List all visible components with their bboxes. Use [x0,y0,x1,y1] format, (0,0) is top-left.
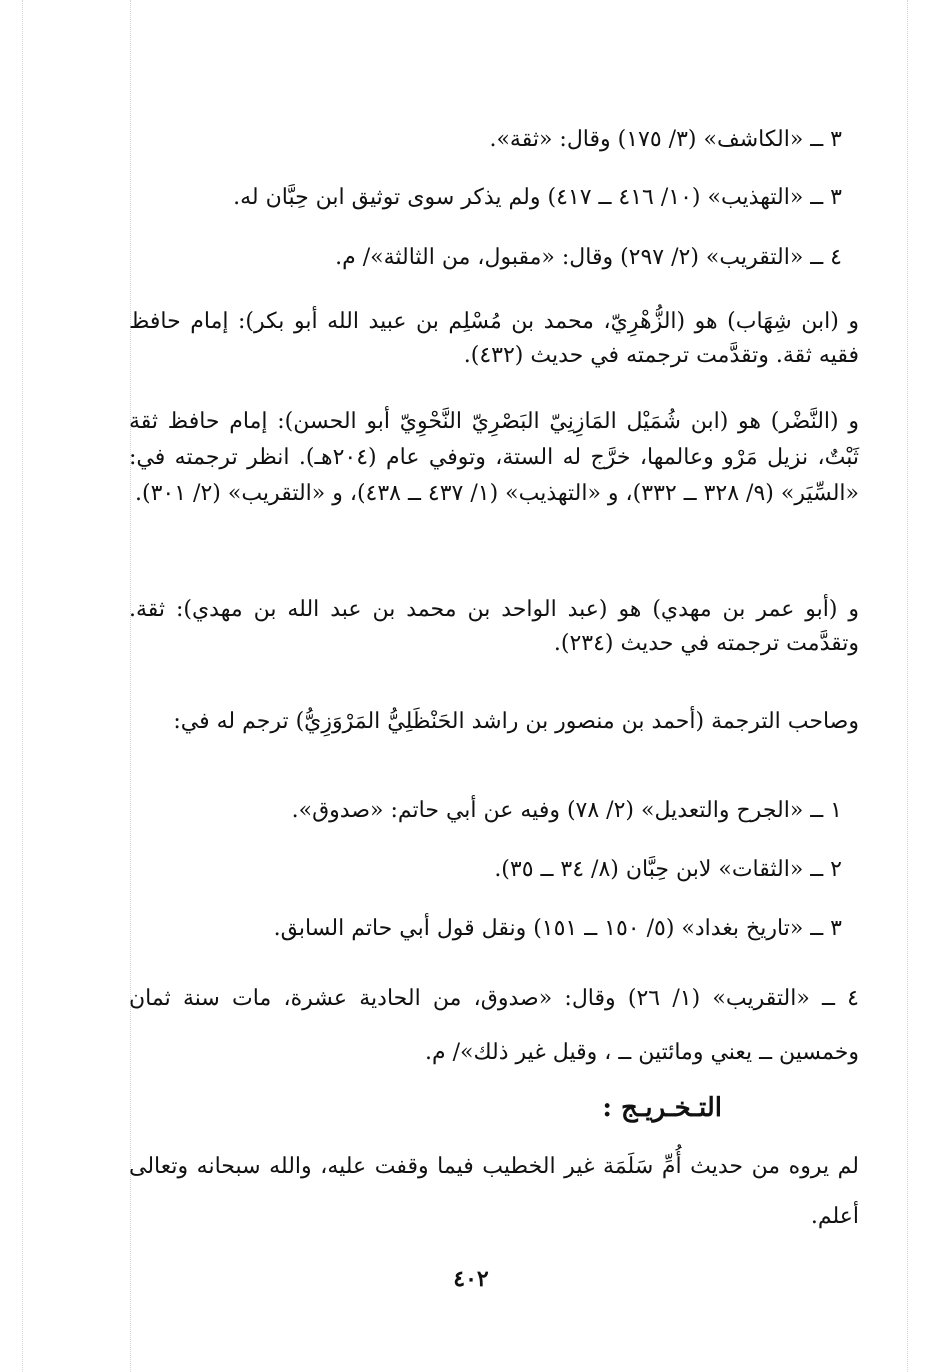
source-paragraph: ٤ ــ «التقريب» (١/ ٢٦) وقال: «صدوق، من الحادية عشرة، مات سنة ثمان وخمسين ــ يعني ومائتين ــ ، وقيل غير ذلك»/ م. [129,986,859,1065]
reference-line: ٣ ــ «الكاشف» (٣/ ١٧٥) وقال: «ثقة». [489,127,842,152]
reference-line: ٤ ــ «التقريب» (٢/ ٢٩٧) وقال: «مقبول، من الثالثة»/ م. [335,245,842,270]
narrator-paragraph-zuhri: و (ابن شِهَاب) هو (الزُّهْرِيّ، محمد بن مُسْلِم بن عبيد الله أبو بكر): إمام حافظ فقيه ثقة. وتقدَّمت ترجمته في حديث (٤٣٢). [129,309,859,368]
narrator-paragraph-abu-amr: و (أبو عمر بن مهدي) هو (عبد الواحد بن محمد بن عبد الله بن مهدي): ثقة. وتقدَّمت ترجمته في حديث (٢٣٤). [129,597,859,656]
page-number: ٤٠٢ [453,1266,489,1292]
source-line: ٢ ــ «الثقات» لابن حِبَّان (٨/ ٣٤ ــ ٣٥). [494,857,842,882]
scan-artifact-line [907,0,908,1372]
subject-paragraph: وصاحب الترجمة (أحمد بن منصور بن راشد الحَنْظَلِيُّ المَرْوَزِيُّ) ترجم له في: [173,709,859,734]
scan-artifact-line [22,0,23,1372]
reference-line: ٣ ــ «التهذيب» (١٠/ ٤١٦ ــ ٤١٧) ولم يذكر سوى توثيق ابن حِبَّان له. [233,185,842,210]
source-line: ١ ــ «الجرح والتعديل» (٢/ ٧٨) وفيه عن أبي حاتم: «صدوق». [291,798,842,823]
takhrij-paragraph: لم يروه من حديث أُمِّ سَلَمَة غير الخطيب فيما وقفت عليه، والله سبحانه وتعالى أعلم. [129,1154,859,1229]
source-line: ٣ ــ «تاريخ بغداد» (٥/ ١٥٠ ــ ١٥١) ونقل قول أبي حاتم السابق. [273,916,842,941]
section-heading-takhrij: التـخـريـج : [602,1093,722,1123]
narrator-paragraph-nadr: و (النَّضْر) هو (ابن شُمَيْل المَازِنِيّ البَصْرِيّ النَّحْوِيّ أبو الحسن): إمام حافظ ثقة ثَبْتٌ، نزيل مَرْو وعالمها، خرَّج له الستة، وتوفي عام (٢٠٤هـ). انظر ترجمته في: «السِّيَر» (٩/ ٣٢٨ ــ ٣٣٢)، و «التهذيب» (١/ ٤٣٧ ــ ٤٣٨)، و «التقريب» (٢/ ٣٠١). [129,409,859,506]
